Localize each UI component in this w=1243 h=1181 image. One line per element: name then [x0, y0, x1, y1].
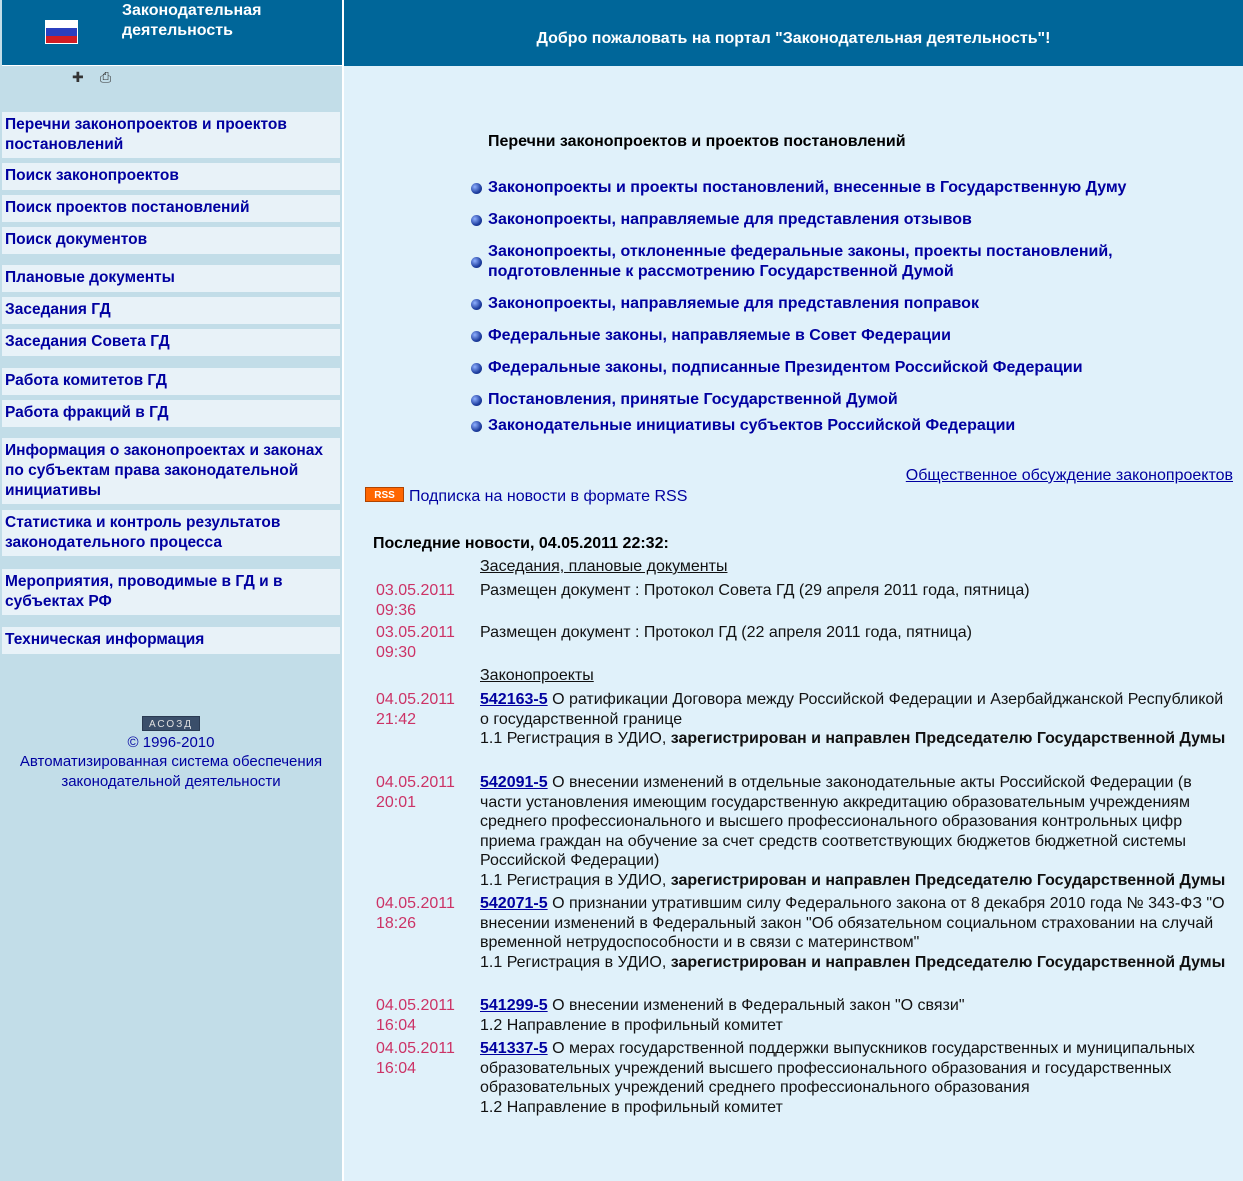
list-link-signed-by-president[interactable]: Федеральные законы, подписанные Президентом Российской Федерации	[488, 359, 1083, 376]
bullet-icon	[471, 331, 482, 342]
news-date: 04.05.2011 20:01	[376, 774, 455, 811]
sidebar-item-bill-search[interactable]	[2, 163, 340, 190]
bullet-icon	[471, 421, 482, 432]
bill-number-link[interactable]: 542071-5	[480, 895, 548, 912]
rss-icon[interactable]: RSS	[365, 487, 404, 502]
list-link-introduced[interactable]: Законопроекты и проекты постановлений, внесенные в Государственную Думу	[488, 179, 1127, 196]
bill-title: О признании утратившим силу Федерального закона от 8 декабря 2010 года № 343-ФЗ "О внесении изменений в Федеральный закон "Об обязательном социальном страховании на случай временной нетрудоспособности и в связи с материнством"	[480, 895, 1225, 951]
sidebar-item-label: Работа комитетов ГД	[5, 372, 167, 389]
news-item	[480, 773, 1230, 890]
sidebar-item-label: Работа фракций в ГД	[5, 404, 169, 421]
sidebar-item-label: Заседания ГД	[5, 301, 111, 318]
news-item-text: Размещен документ : Протокол Совета ГД (29 апреля 2011 года, пятница)	[480, 582, 1030, 599]
bullet-icon	[471, 395, 482, 406]
sidebar-item-label: Статистика и контроль результатов законодательного процесса	[5, 514, 281, 551]
bill-stage: 1.1 Регистрация в УДИО, зарегистрирован и направлен Председателю Государственной Думы	[480, 730, 1226, 747]
sidebar-item-events[interactable]	[2, 569, 340, 615]
bullet-icon	[471, 183, 482, 194]
sidebar-item-label: Информация о законопроектах и законах по субъектам права законодательной инициативы	[5, 442, 324, 499]
lists-heading: Перечни законопроектов и проектов постановлений	[488, 133, 906, 150]
sidebar-item-label: Мероприятия, проводимые в ГД и в субъектах РФ	[5, 573, 283, 610]
bill-number-link[interactable]: 541299-5	[480, 997, 548, 1014]
news-item	[480, 996, 1230, 1035]
news-item	[480, 1039, 1230, 1117]
bill-number-link[interactable]: 542163-5	[480, 691, 548, 708]
list-link-for-reviews[interactable]: Законопроекты, направляемые для представления отзывов	[488, 211, 972, 228]
sidebar-item-technical-info[interactable]	[2, 627, 340, 654]
sidebar-item-label: Поиск законопроектов	[5, 167, 179, 184]
news-date: 04.05.2011 18:26	[376, 895, 455, 932]
public-discussion-link[interactable]: Общественное обсуждение законопроектов	[905, 467, 1233, 484]
list-link-rejected-prepared[interactable]: Законопроекты, отклоненные федеральные законы, проекты постановлений, подготовленные к рассмотрению Государственной Думой	[488, 243, 1113, 280]
sidebar-item-statistics[interactable]	[2, 510, 340, 556]
bill-number-link[interactable]: 541337-5	[480, 1040, 548, 1057]
sidebar-item-label: Перечни законопроектов и проектов постановлений	[5, 116, 287, 153]
sidebar-header	[2, 0, 342, 66]
sidebar-item-committees[interactable]	[2, 368, 340, 395]
bill-stage: 1.1 Регистрация в УДИО, зарегистрирован и направлен Председателю Государственной Думы	[480, 871, 1226, 889]
sidebar-item-label: Поиск проектов постановлений	[5, 199, 250, 216]
system-name: Автоматизированная система обеспечения законодательной деятельности	[19, 753, 323, 790]
news-category-bills[interactable]: Законопроекты	[480, 667, 594, 684]
sidebar-item-council-sessions[interactable]	[2, 329, 340, 356]
main-content	[344, 0, 1243, 1181]
news-date: 03.05.2011 09:36	[376, 582, 455, 619]
list-link-resolutions-adopted[interactable]: Постановления, принятые Государственной Думой	[488, 391, 898, 408]
bullet-icon	[471, 215, 482, 226]
sidebar-item-subjects-info[interactable]	[2, 438, 340, 504]
sidebar	[0, 0, 342, 1181]
bullet-icon	[471, 257, 482, 268]
sidebar-item-label: Техническая информация	[5, 631, 205, 648]
asozd-logo[interactable]: АСОЗД	[142, 716, 200, 731]
sidebar-item-planning-documents[interactable]	[2, 265, 340, 292]
print-icon[interactable]: ⎙	[100, 69, 112, 85]
bill-title: О внесении изменений в отдельные законодательные акты Российской Федерации (в части установления имеющим государственную аккредитацию образовательным учреждениям среднего профессионального и высшего профессионального образования контрольных цифр приема граждан на обучение за счет средств соответствующих бюджетов бюджетной системы Российской Федерации)	[480, 774, 1192, 869]
sidebar-item-duma-sessions[interactable]	[2, 297, 340, 324]
copyright: © 1996-2010	[127, 733, 215, 751]
rss-subscribe-link[interactable]: Подписка на новости в формате RSS	[409, 488, 688, 505]
news-date: 04.05.2011 16:04	[376, 997, 455, 1034]
sidebar-item-document-search[interactable]	[2, 227, 340, 254]
sidebar-item-label: Плановые документы	[5, 269, 175, 286]
bill-title: О мерах государственной поддержки выпускников государственных и муниципальных образовательных учреждений высшего профессионального образования и государственных образовательных учреждений среднего профессионального образования	[480, 1040, 1195, 1096]
bullet-icon	[471, 299, 482, 310]
bill-title: О ратификации Договора между Российской Федерации и Азербайджанской Республикой о государственной границе	[480, 691, 1224, 728]
welcome-banner: Добро пожаловать на портал "Законодательная деятельность"!	[344, 0, 1243, 66]
russian-flag-icon[interactable]	[45, 20, 78, 44]
sidebar-item-resolution-search[interactable]	[2, 195, 340, 222]
bill-stage: 1.2 Направление в профильный комитет	[480, 1016, 783, 1034]
news-category-sessions[interactable]: Заседания, плановые документы	[480, 558, 728, 575]
bill-stage: 1.1 Регистрация в УДИО, зарегистрирован и направлен Председателю Государственной Думы	[480, 953, 1226, 971]
site-title[interactable]: Законодательная деятельность	[122, 2, 262, 39]
list-link-for-amendments[interactable]: Законопроекты, направляемые для представления поправок	[488, 295, 979, 312]
bill-stage: 1.2 Направление в профильный комитет	[480, 1098, 783, 1116]
news-date: 03.05.2011 09:30	[376, 624, 455, 661]
sidebar-footer	[0, 713, 342, 791]
bill-number-link[interactable]: 542091-5	[480, 774, 548, 791]
list-link-to-federation-council[interactable]: Федеральные законы, направляемые в Совет Федерации	[488, 327, 951, 344]
add-to-favorites-icon[interactable]: ✚	[72, 69, 84, 85]
news-date: 04.05.2011 16:04	[376, 1040, 455, 1077]
sidebar-item-bill-lists[interactable]	[2, 112, 340, 158]
sidebar-item-factions[interactable]	[2, 400, 340, 427]
sidebar-item-label: Поиск документов	[5, 231, 148, 248]
news-heading: Последние новости, 04.05.2011 22:32:	[373, 535, 669, 552]
sidebar-item-label: Заседания Совета ГД	[5, 333, 170, 350]
news-item	[480, 894, 1230, 972]
news-item-text: Размещен документ : Протокол ГД (22 апреля 2011 года, пятница)	[480, 624, 972, 641]
news-date: 04.05.2011 21:42	[376, 691, 455, 728]
bill-title: О внесении изменений в Федеральный закон "О связи"	[547, 997, 965, 1014]
news-item	[480, 690, 1230, 749]
bullet-icon	[471, 363, 482, 374]
list-link-regional-initiatives[interactable]: Законодательные инициативы субъектов Российской Федерации	[488, 417, 1016, 434]
